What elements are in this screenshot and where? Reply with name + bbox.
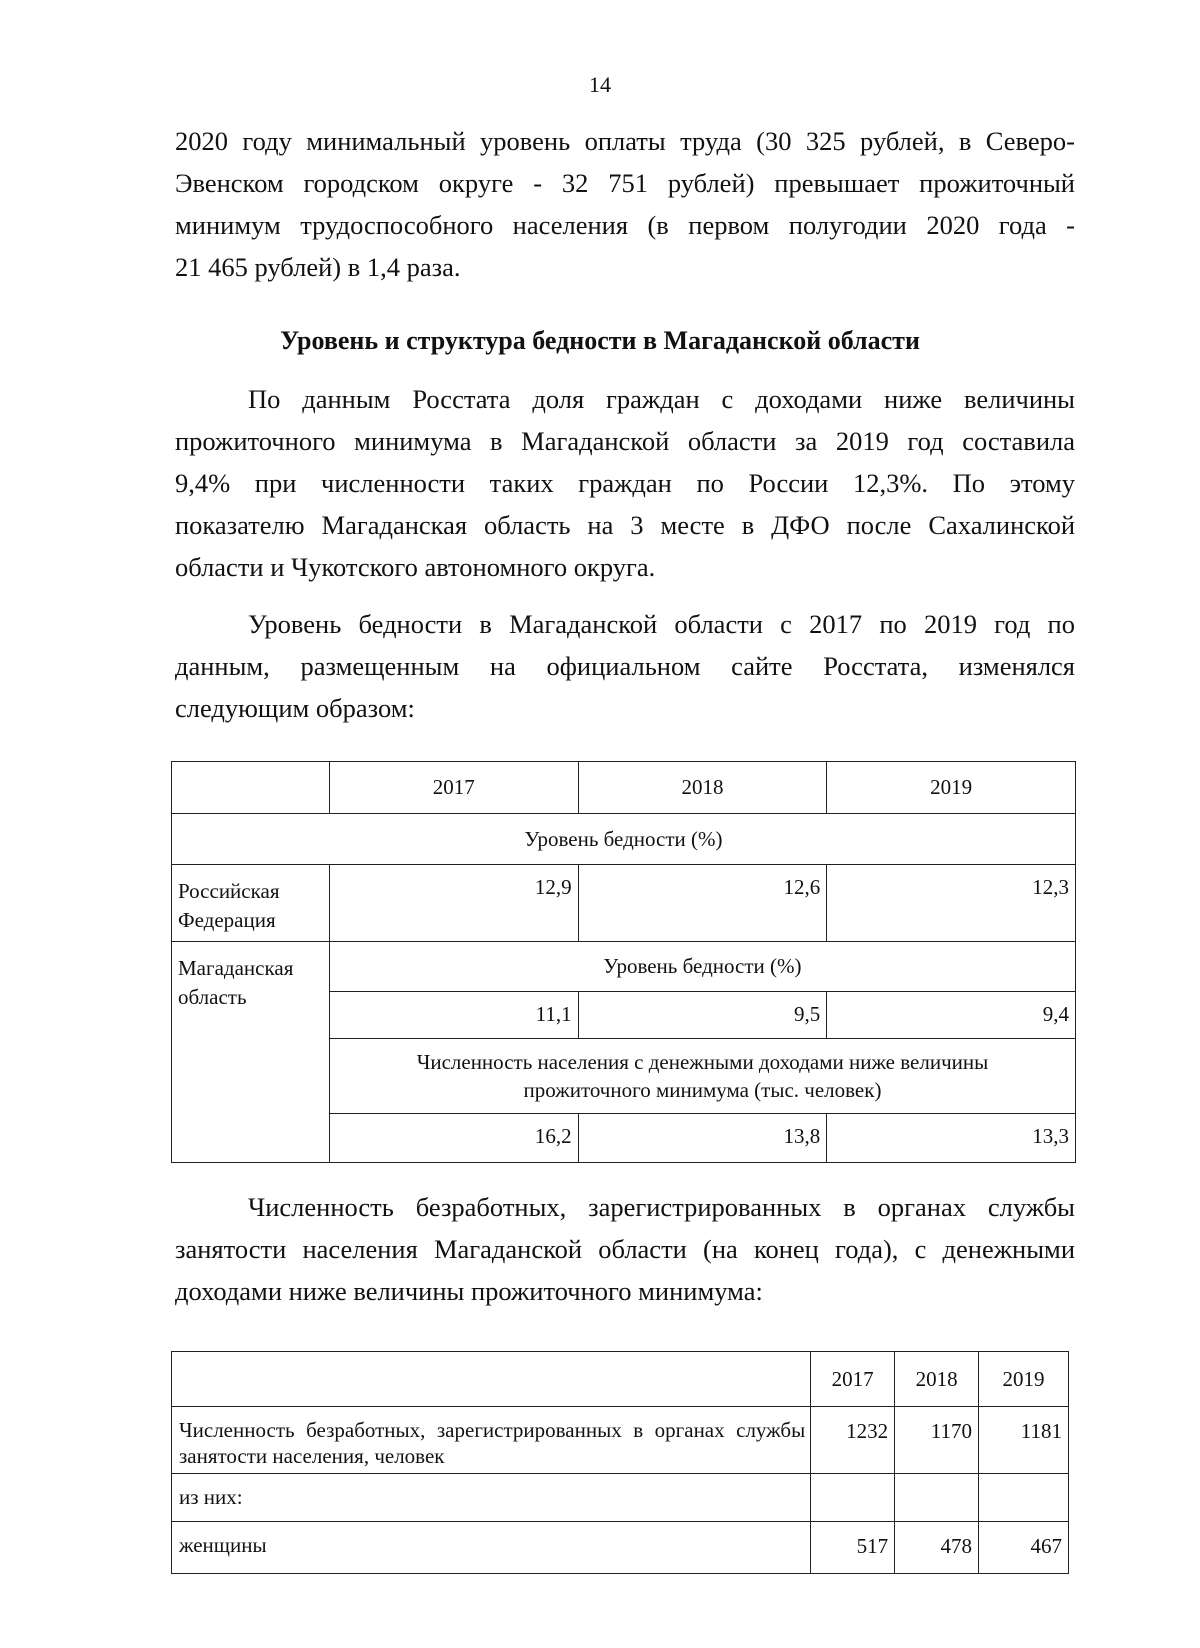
text-line: 2020 году минимальный уровень оплаты труда (30 325 рублей, в Северо- bbox=[175, 126, 1075, 156]
section-label: Уровень бедности (%) bbox=[172, 814, 1076, 865]
row-label: из них: bbox=[172, 1474, 811, 1522]
unemployment-table bbox=[171, 1351, 1069, 1574]
section-label: Численность населения с денежными доходами ниже величины прожиточного минимума (тыс. человек) bbox=[329, 1039, 1075, 1114]
year-header: 2017 bbox=[329, 762, 578, 814]
table-cell: 13,8 bbox=[578, 1114, 827, 1163]
text-line: По данным Росстата доля граждан с доходами ниже величины bbox=[248, 384, 1075, 414]
section-heading: Уровень и структура бедности в Магаданской области bbox=[280, 326, 920, 355]
region-label-russia: Российская Федерация bbox=[172, 865, 330, 942]
text-line: 21 465 рублей) в 1,4 раза. bbox=[175, 252, 461, 282]
paragraph-4 bbox=[175, 1186, 1075, 1312]
paragraph-1 bbox=[175, 120, 1075, 288]
text-line: данным, размещенным на официальном сайте Росстата, изменялся bbox=[175, 651, 1075, 681]
section-label: Уровень бедности (%) bbox=[329, 942, 1075, 992]
table-cell: 9,5 bbox=[578, 992, 827, 1039]
table-header-row bbox=[172, 762, 1076, 814]
text-line: прожиточного минимума в Магаданской области за 2019 год составила bbox=[175, 426, 1075, 456]
empty-cell bbox=[172, 762, 330, 814]
table-row bbox=[172, 814, 1076, 865]
table-row bbox=[172, 1407, 1069, 1474]
text-line: Уровень бедности в Магаданской области с 2017 по 2019 год по bbox=[248, 609, 1075, 639]
table-cell: 11,1 bbox=[329, 992, 578, 1039]
text-line: области и Чукотского автономного округа. bbox=[175, 552, 656, 582]
paragraph-2 bbox=[175, 378, 1075, 588]
table-cell: 478 bbox=[895, 1522, 979, 1574]
table-row bbox=[172, 942, 1076, 992]
year-header: 2019 bbox=[827, 762, 1076, 814]
row-label: женщины bbox=[172, 1522, 811, 1574]
table-row bbox=[172, 1474, 1069, 1522]
row-label: Численность безработных, зарегистрированных в органах службы занятости населения, человек bbox=[172, 1407, 811, 1474]
paragraph-3 bbox=[175, 603, 1075, 729]
table-row bbox=[172, 865, 1076, 942]
year-header: 2018 bbox=[895, 1352, 979, 1407]
table-cell: 12,3 bbox=[827, 865, 1076, 942]
text-line: Эвенском городском округе - 32 751 рублей) превышает прожиточный bbox=[175, 168, 1075, 198]
year-header: 2019 bbox=[979, 1352, 1069, 1407]
text-line: 9,4% при численности таких граждан по России 12,3%. По этому bbox=[175, 468, 1075, 498]
table-cell: 12,6 bbox=[578, 865, 827, 942]
table-cell: 9,4 bbox=[827, 992, 1076, 1039]
table-cell: 16,2 bbox=[329, 1114, 578, 1163]
text-line: следующим образом: bbox=[175, 693, 415, 723]
region-label-magadan: Магаданская область bbox=[172, 942, 330, 1163]
table-cell bbox=[895, 1474, 979, 1522]
table-header-row bbox=[172, 1352, 1069, 1407]
empty-cell bbox=[172, 1352, 811, 1407]
page-number: 14 bbox=[589, 72, 611, 97]
text-line: занятости населения Магаданской области (на конец года), с денежными bbox=[175, 1234, 1075, 1264]
table-cell: 1232 bbox=[811, 1407, 895, 1474]
table-cell: 12,9 bbox=[329, 865, 578, 942]
table-cell: 517 bbox=[811, 1522, 895, 1574]
year-header: 2017 bbox=[811, 1352, 895, 1407]
table-cell: 1181 bbox=[979, 1407, 1069, 1474]
table-cell: 467 bbox=[979, 1522, 1069, 1574]
poverty-table bbox=[171, 761, 1076, 1163]
text-line: доходами ниже величины прожиточного минимума: bbox=[175, 1276, 763, 1306]
table-cell: 1170 bbox=[895, 1407, 979, 1474]
text-line: показателю Магаданская область на 3 месте в ДФО после Сахалинской bbox=[175, 510, 1075, 540]
year-header: 2018 bbox=[578, 762, 827, 814]
table-cell: 13,3 bbox=[827, 1114, 1076, 1163]
table-cell bbox=[811, 1474, 895, 1522]
text-line: Численность безработных, зарегистрированных в органах службы bbox=[248, 1192, 1075, 1222]
text-line: минимум трудоспособного населения (в первом полугодии 2020 года - bbox=[175, 210, 1075, 240]
table-row bbox=[172, 1522, 1069, 1574]
table-cell bbox=[979, 1474, 1069, 1522]
